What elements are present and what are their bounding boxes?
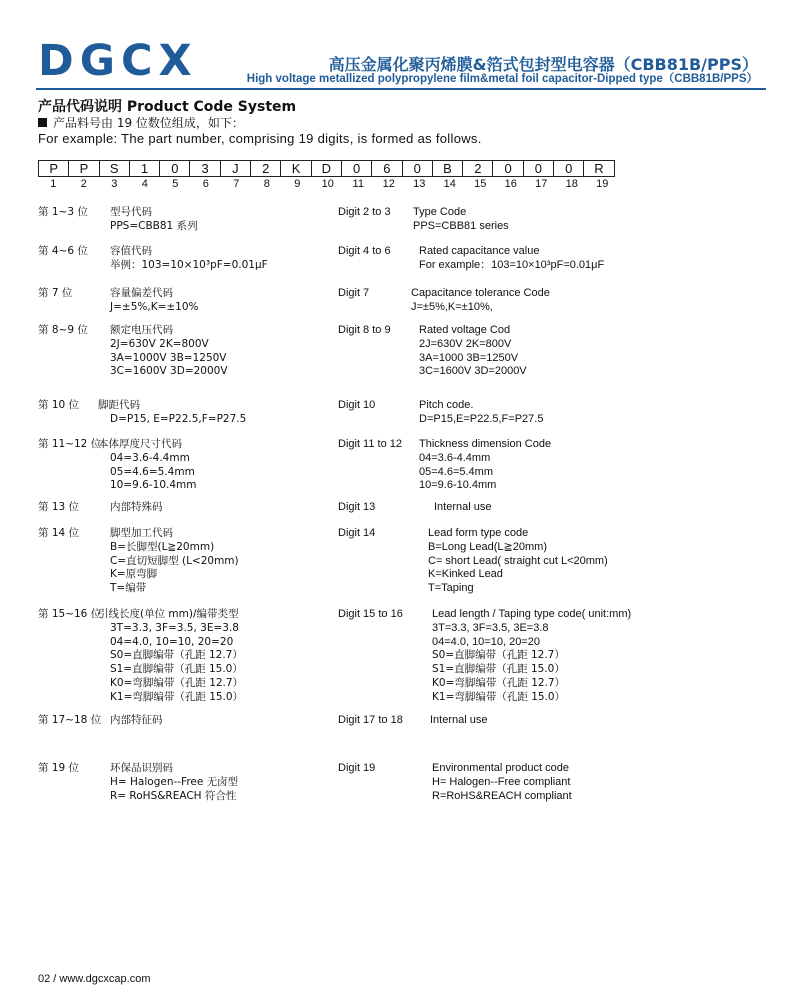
code-position-label: 19 [596,178,609,190]
digit-en-label-text: Digit 2 to 3 [338,206,391,218]
digit-en-label [338,287,369,301]
digit-en-title: Type Code [413,206,467,218]
code-position-label: 15 [474,178,487,190]
digit-cn-label-text: 第 14 位 [38,527,80,539]
digit-cn-description [110,501,163,515]
digit-cn-line: K1=弯脚编带（孔距 15.0） [110,690,244,703]
digit-en-title: Thickness dimension Code [419,438,552,450]
digit-cn-label-text: 第 7 位 [38,287,73,299]
digit-en-label-text: Digit 7 [338,287,370,299]
digit-en-description [411,287,550,315]
digit-en-description [419,245,604,273]
code-char-cell: B [432,161,462,177]
digit-en-label [338,714,403,728]
digit-cn-title: 容值代码 [110,245,152,257]
code-position-label: 5 [172,178,179,190]
digit-en-title: Internal use [430,714,488,726]
digit-en-line: B=Long Lead(L≧20mm) [428,540,547,553]
digit-en-line: K0=弯脚编带（孔距 12.7） [432,676,566,689]
digit-cn-label [38,245,88,259]
code-char-cell: P [39,161,69,177]
digit-en-description [430,714,487,728]
digit-cn-line: K=原弯脚 [110,568,158,581]
digit-en-label [338,324,391,338]
code-char-cell: K [281,161,311,177]
digit-cn-label [38,501,79,515]
digit-cn-title: 型号代码 [110,206,152,218]
digit-en-line: T=Taping [428,582,474,595]
digit-en-line: K=Kinked Lead [428,568,503,581]
intro-cn [38,114,244,131]
brand-logo: DGCX [38,36,198,86]
digit-en-line: K1=弯脚编带（孔距 15.0） [432,690,566,703]
digit-cn-line: 04=3.6-4.4mm [110,451,190,464]
code-char-cell: R [584,161,614,177]
digit-cn-line: 04=4.0, 10=10, 20=20 [110,635,234,648]
digit-en-label [338,501,375,515]
digit-en-label-text: Digit 19 [338,762,376,774]
digit-cn-label-text: 第 13 位 [38,501,80,513]
digit-en-title: Rated capacitance value [419,245,540,257]
code-position-label: 10 [321,178,334,190]
digit-cn-description [98,608,243,705]
digit-en-label-text: Digit 17 to 18 [338,714,403,726]
digit-en-label [338,608,403,622]
digit-cn-label [38,762,79,776]
digit-cn-line: S0=直脚编带（孔距 12.7） [110,649,243,662]
digit-en-line: 3A=1000 3B=1250V [419,351,519,364]
digit-cn-label [38,438,101,452]
code-char-cell: 2 [251,161,281,177]
digit-cn-line: C=直切短脚型 (L<20mm) [110,554,239,567]
code-char-cell: J [220,161,250,177]
digit-cn-line: 3C=1600V 3D=2000V [110,365,228,378]
digit-en-title: Environmental product code [432,762,569,774]
code-position-label: 8 [263,178,270,190]
digit-cn-label-text: 第 15~16 位 [38,608,102,620]
digit-en-title: Lead length / Taping type code( unit:mm) [432,608,632,620]
bullet-square-icon [38,118,47,127]
code-char-cell: 0 [554,161,584,177]
digit-cn-label-text: 第 19 位 [38,762,80,774]
digit-en-label-text: Digit 15 to 16 [338,608,403,620]
code-position-label: 18 [565,178,578,190]
digit-cn-line: 3T=3.3, 3F=3.5, 3E=3.8 [110,621,239,634]
digit-cn-description [110,287,199,315]
digit-cn-line: J=±5%,K=±10% [110,300,199,313]
digit-en-description [434,501,491,515]
digit-cn-title: 本体厚度尺寸代码 [98,438,182,450]
code-position-label: 14 [443,178,456,190]
digit-en-label-text: Digit 10 [338,399,376,411]
digit-cn-title: 脚距代码 [98,399,140,411]
digit-en-line: J=±5%,K=±10%, [411,300,493,313]
digit-en-title: Internal use [434,501,492,513]
digit-en-line: S1=直脚编带（孔距 15.0） [432,663,565,676]
digit-positions [38,178,618,190]
code-char-cell: 1 [129,161,159,177]
digit-cn-line: 05=4.6=5.4mm [110,465,195,478]
digit-en-label [338,399,375,413]
digit-cn-line: D=P15, E=P22.5,F=P27.5 [110,412,247,425]
intro-cn-text: 产品料号由 19 位数位组成，如下： [53,116,244,130]
digit-en-label [338,206,391,220]
digit-en-line: 3C=1600V 3D=2000V [419,365,527,378]
digit-en-description [432,608,631,705]
digit-cn-title: 内部特征码 [110,714,163,726]
digit-en-title: Rated voltage Cod [419,324,511,336]
digit-en-title: Pitch code. [419,399,474,411]
digit-en-description [413,206,509,234]
digit-en-line: PPS=CBB81 series [413,219,509,232]
digit-cn-line: 2J=630V 2K=800V [110,337,209,350]
code-position-label: 2 [80,178,87,190]
code-char-cell: D [311,161,341,177]
code-position-label: 3 [111,178,118,190]
digit-cn-description [110,762,238,803]
digit-en-line: S0=直脚编带（孔距 12.7） [432,649,565,662]
digit-cn-description [110,714,163,728]
section-title: 产品代码说明 Product Code System [38,99,297,115]
digit-cn-title: 环保品识别码 [110,762,173,774]
digit-cn-line: K0=弯脚编带（孔距 12.7） [110,676,244,689]
digit-en-description [419,399,543,427]
digit-en-label-text: Digit 4 to 6 [338,245,391,257]
digit-en-title: Lead form type code [428,527,529,539]
digit-en-line: C= short Lead( straight cut L<20mm) [428,554,608,567]
digit-en-label-text: Digit 11 to 12 [338,438,403,450]
code-position-label: 16 [504,178,517,190]
digit-en-line: 05=4.6=5.4mm [419,465,493,478]
code-char-cell: 6 [372,161,402,177]
digit-cn-label-text: 第 8~9 位 [38,324,88,336]
code-char-cell: 0 [523,161,553,177]
digit-cn-line: B=长脚型(L≧20mm) [110,540,215,553]
digit-cn-title: 内部特殊码 [110,501,163,513]
digit-cn-title: 容量偏差代码 [110,287,173,299]
digit-en-label [338,527,375,541]
digit-en-line: R=RoHS&REACH compliant [432,789,572,802]
digit-en-description [419,324,527,379]
digit-cn-line: S1=直脚编带（孔距 15.0） [110,663,243,676]
digit-cn-label-text: 第 10 位 [38,399,80,411]
digit-cn-description [98,438,196,493]
code-char-cell: 0 [493,161,523,177]
digit-cn-line: H= Halogen--Free 无卤型 [110,775,239,788]
part-number-table [38,160,615,177]
digit-cn-description [98,399,246,427]
digit-cn-line: T=编带 [110,582,147,595]
code-char-cell: S [99,161,129,177]
digit-en-line: H= Halogen--Free compliant [432,775,571,788]
digit-cn-label [38,206,88,220]
code-position-label: 9 [294,178,301,190]
digit-en-line: 04=4.0, 10=10, 20=20 [432,635,540,648]
digit-en-line: 2J=630V 2K=800V [419,337,512,350]
digit-cn-title: 额定电压代码 [110,324,173,336]
digit-cn-description [110,324,228,379]
intro-en: For example: The part number, comprising 19 digits, is formed as follows. [38,131,482,146]
digit-en-label [338,762,375,776]
digit-cn-line: 举例：103=10×10³pF=0.01μF [110,258,268,271]
digit-en-description [428,527,608,596]
digit-cn-line: 10=9.6-10.4mm [110,479,197,492]
digit-en-line: For example：103=10×10³pF=0.01μF [419,258,605,271]
digit-cn-label [38,714,101,728]
digit-en-line: D=P15,E=P22.5,F=P27.5 [419,412,544,425]
digit-en-label [338,245,391,259]
digit-cn-description [110,527,239,596]
code-position-label: 17 [535,178,548,190]
page-footer: 02 / www.dgcxcap.com [38,973,151,985]
digit-cn-description [110,206,198,234]
digit-en-description [419,438,551,493]
code-char-cell: 0 [402,161,432,177]
code-char-cell: 2 [463,161,493,177]
code-position-label: 12 [382,178,395,190]
digit-cn-label [38,324,88,338]
digit-cn-label [38,527,79,541]
digit-cn-title: 脚型加工代码 [110,527,173,539]
digit-cn-label-text: 第 4~6 位 [38,245,88,257]
product-title-cn: 高压金属化聚丙烯膜&箔式包封型电容器（CBB81B/PPS） [328,55,758,74]
digit-cn-description [110,245,268,273]
digit-en-label [338,438,402,452]
digit-en-line: 3T=3.3, 3F=3.5, 3E=3.8 [432,621,549,634]
code-position-label: 4 [141,178,148,190]
digit-cn-title: 引线长度(单位 mm)/编带类型 [98,608,239,620]
header-divider [36,88,766,90]
code-char-cell: 0 [160,161,190,177]
product-title-en: High voltage metallized polypropylene film&metal foil capacitor-Dipped type（CBB81B/PPS） [246,73,758,85]
digit-en-label-text: Digit 13 [338,501,376,513]
code-position-label: 7 [233,178,240,190]
code-position-label: 1 [50,178,57,190]
code-position-label: 11 [352,178,364,190]
digit-cn-line: PPS=CBB81 系列 [110,219,198,232]
digit-en-title: Capacitance tolerance Code [411,287,550,299]
digit-cn-label [38,608,101,622]
code-position-label: 13 [413,178,426,190]
digit-en-line: 04=3.6-4.4mm [419,451,491,464]
digit-cn-label [38,287,72,301]
digit-cn-label-text: 第 11~12 位 [38,438,102,450]
digit-cn-label [38,399,79,413]
code-char-cell: P [69,161,99,177]
code-char-cell: 0 [341,161,371,177]
digit-en-label-text: Digit 8 to 9 [338,324,391,336]
digit-en-label-text: Digit 14 [338,527,376,539]
digit-cn-line: R= RoHS&REACH 符合性 [110,789,237,802]
digit-cn-line: 3A=1000V 3B=1250V [110,351,227,364]
digit-en-description [432,762,572,803]
code-char-cell: 3 [190,161,220,177]
digit-cn-label-text: 第 17~18 位 [38,714,102,726]
digit-en-line: 10=9.6-10.4mm [419,479,497,492]
digit-cn-label-text: 第 1~3 位 [38,206,88,218]
code-position-label: 6 [202,178,209,190]
